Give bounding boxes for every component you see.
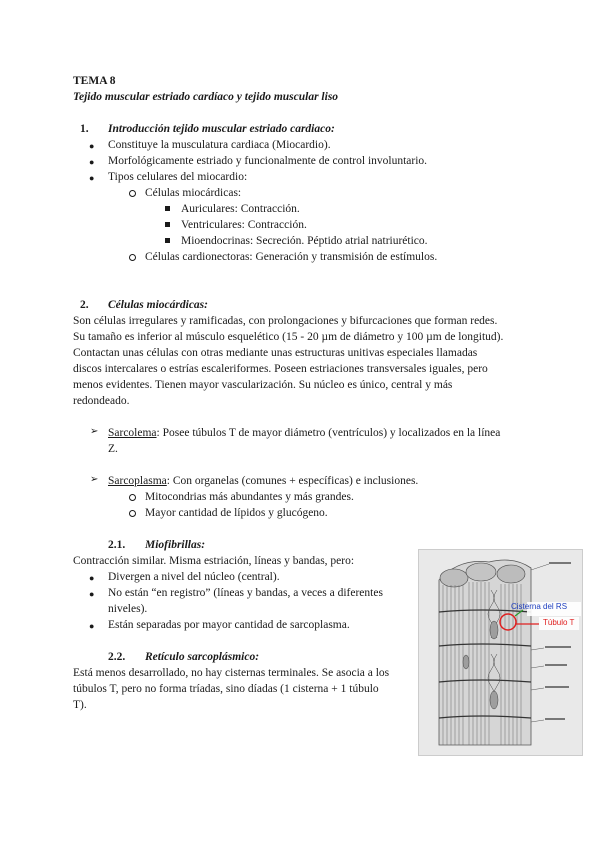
bullet-icon: ● [89,589,95,599]
square-bullet-icon [165,238,170,243]
sarcoplasma-term: Sarcoplasma [108,475,167,487]
list-item: Constituye la musculatura cardiaca (Miocardio). [108,139,331,151]
list-item: Mitocondrias más abundantes y más grandes. [145,491,354,503]
section22-number: 2.2. [108,651,126,663]
paragraph-line: redondeado. [73,395,130,407]
paragraph-line: Su tamaño es inferior al músculo esquelético (15 - 20 µm de diámetro y 100 µm de longitud). [73,331,504,343]
paragraph-line: menos evidentes. Tienen mayor vascularización. Su núcleo es único, central y más [73,379,453,391]
list-item: Están separadas por mayor cantidad de sarcoplasma. [108,619,350,631]
circle-bullet-icon [129,494,136,501]
figure-label-cisterna: Cisterna del RS [511,602,568,611]
section2-paragraph [73,313,528,409]
list-item: Auriculares: Contracción. [181,203,300,215]
list-item: Mayor cantidad de lípidos y glucógeno. [145,507,328,519]
section21-number: 2.1. [108,539,126,551]
sarcoplasma-text: : Con organelas (comunes + específicas) e inclusiones. [166,475,419,487]
circle-bullet-icon [129,510,136,517]
sarcolema-line [108,425,500,441]
list-item: Tipos celulares del miocardio: [108,171,248,183]
list-item: Divergen a nivel del núcleo (central). [108,571,280,583]
cardiac-muscle-diagram [418,549,583,756]
list-item: Ventriculares: Contracción. [181,219,307,231]
bullet-icon: ● [89,621,95,631]
circle-bullet-icon [129,190,136,197]
section2-number: 2. [80,299,89,311]
page-title: TEMA 8 [73,75,116,87]
list-item: Morfológicamente estriado y funcionalmente de control involuntario. [108,155,428,167]
bullet-icon: ● [89,173,95,183]
arrow-bullet-icon: ➢ [90,474,99,485]
section21-intro: Contracción similar. Misma estriación, líneas y bandas, pero: [73,555,355,567]
square-bullet-icon [165,222,170,227]
paragraph-line: Son células irregulares y ramificadas, con prolongaciones y bifurcaciones que forman redes. [73,315,498,327]
paragraph-line: Contactan unas células con otras mediante unas estructuras unitivas especiales llamadas [73,347,478,359]
bullet-icon: ● [89,573,95,583]
circle-bullet-icon [129,254,136,261]
list-item: Células cardionectoras: Generación y transmisión de estímulos. [145,251,438,263]
paragraph-line: túbulos T, pero no forma tríadas, sino díadas (1 cisterna + 1 túbulo [73,683,379,695]
page-subtitle: Tejido muscular estriado cardíaco y tejido muscular liso [73,91,339,103]
section1-number: 1. [80,123,89,135]
list-item-continuation: niveles). [108,603,148,615]
square-bullet-icon [165,206,170,211]
section2-heading: Células miocárdicas: [108,299,208,311]
paragraph-line: T). [73,699,87,711]
sarcolema-line-2: Z. [108,443,118,455]
section22-paragraph [73,665,408,713]
arrow-bullet-icon: ➢ [90,426,99,437]
section22-heading: Retículo sarcoplásmico: [145,651,260,663]
list-item: Mioendocrinas: Secreción. Péptido atrial natriurético. [181,235,428,247]
bullet-icon: ● [89,157,95,167]
figure-label-tubulo: Túbulo T [543,618,575,627]
diagram-illustration [419,550,582,755]
sarcolema-term: Sarcolema [108,427,157,439]
list-item: No están “en registro” (líneas y bandas, a veces a diferentes [108,587,383,599]
paragraph-line: discos intercalares o estrías escaleriformes. Poseen estriaciones transversales iguales, pero [73,363,488,375]
section1-heading: Introducción tejido muscular estriado cardiaco: [108,123,335,135]
sarcoplasma-line [108,473,418,489]
paragraph-line: Está menos desarrollado, no hay cisternas terminales. Se asocia a los [73,667,390,679]
sarcolema-text: : Posee túbulos T de mayor diámetro (ventrículos) y localizados en la línea [156,427,501,439]
bullet-icon: ● [89,141,95,151]
list-item: Células miocárdicas: [145,187,242,199]
section21-heading: Miofibrillas: [145,539,206,551]
